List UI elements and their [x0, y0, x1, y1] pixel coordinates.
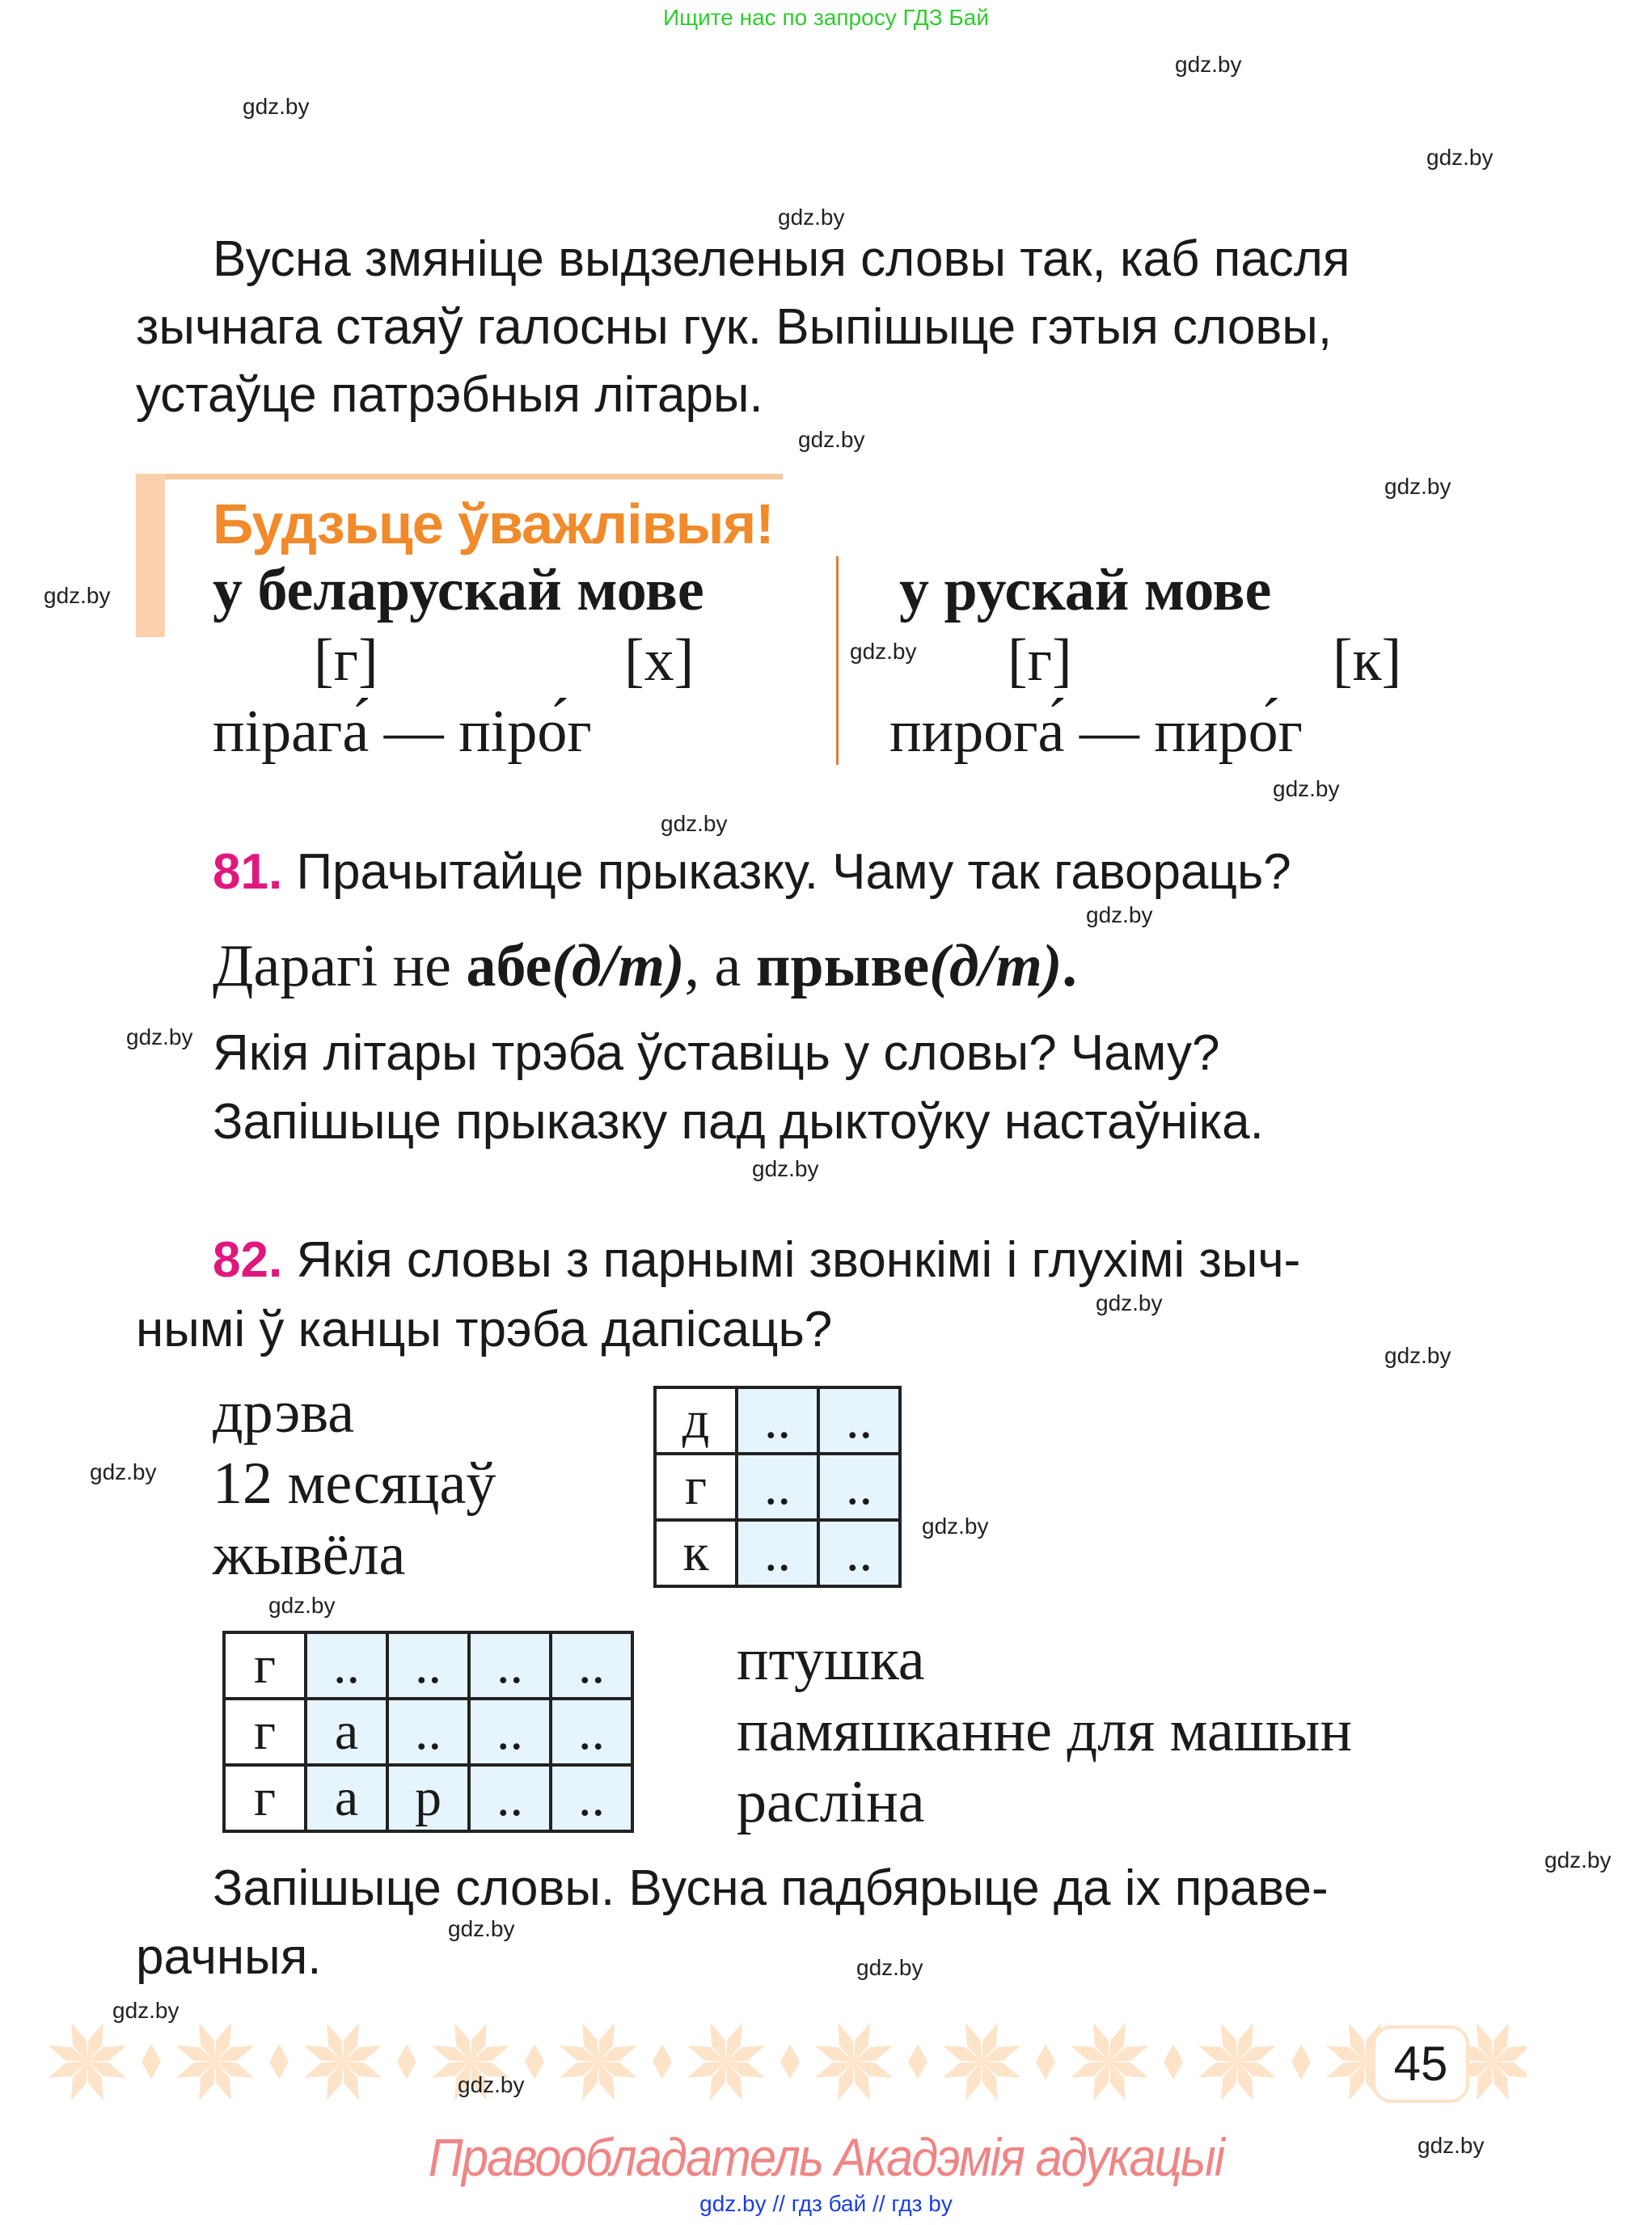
watermark: gdz.by: [90, 1459, 157, 1484]
proverb-word: прыве: [755, 933, 930, 999]
watermark: gdz.by: [112, 1998, 180, 2023]
ornament-star-icon: [302, 2020, 416, 2104]
watermark: gdz.by: [1418, 2133, 1485, 2158]
exercise-81-task: [213, 844, 1291, 900]
russian-sound-2: [к]: [1333, 627, 1402, 694]
ornament-star-icon: [1068, 2020, 1183, 2104]
belarusian-header: у беларускай мове: [213, 557, 704, 623]
grid-cell[interactable]: ..: [737, 1387, 818, 1454]
watermark: gdz.by: [1096, 1290, 1163, 1315]
watermark: gdz.by: [850, 639, 917, 664]
ornament-star-icon: [46, 2020, 161, 2104]
clue: птушка: [737, 1627, 925, 1693]
column-divider: [836, 556, 839, 765]
clue: 12 месяцаў: [213, 1450, 496, 1517]
ornament-star-icon: [813, 2020, 927, 2104]
watermark: gdz.by: [922, 1514, 989, 1539]
clue: дрэва: [213, 1379, 355, 1446]
proverb: [213, 933, 1077, 999]
ornament-star-icon: [1196, 2020, 1311, 2104]
watermark: gdz.by: [778, 205, 845, 230]
belarusian-sound-2: [х]: [624, 627, 695, 694]
task-text: Прачытайце прыказку. Чаму так гавораць?: [296, 844, 1291, 900]
ornament-star-icon: [940, 2020, 1055, 2104]
clue: памяшканне для машын: [737, 1698, 1353, 1764]
proverb-word: абе: [466, 933, 552, 999]
bottom-link[interactable]: gdz.by // гдз бай // гдз by: [699, 2191, 953, 2216]
watermark: gdz.by: [1426, 145, 1494, 170]
dash: —: [1079, 699, 1139, 765]
task-text: Якія словы з парнымі звонкімі і глухімі зыч-: [296, 1232, 1301, 1288]
attention-title: Будзьце ўважлівыя!: [213, 492, 774, 555]
grid-cell[interactable]: ..: [551, 1765, 632, 1831]
intro-line: зычнага стаяў галосны гук. Выпішыце гэтыя словы,: [136, 299, 1333, 355]
letter-grid-2: [222, 1631, 634, 1833]
intro-line: устаўце патрэбныя літары.: [136, 367, 763, 423]
exercise-number: 81.: [213, 844, 283, 900]
grid-cell: г: [224, 1699, 306, 1765]
grid-cell[interactable]: ..: [387, 1632, 469, 1699]
grid-cell[interactable]: ..: [551, 1632, 632, 1699]
dash: —: [383, 699, 444, 765]
watermark: gdz.by: [1544, 1847, 1612, 1872]
grid-cell: а: [306, 1765, 387, 1831]
clue: расліна: [737, 1769, 925, 1835]
watermark: gdz.by: [1384, 474, 1451, 499]
grid-cell[interactable]: ..: [737, 1520, 818, 1586]
watermark: gdz.by: [44, 583, 111, 608]
proverb-text: .: [1062, 933, 1077, 999]
copyright-notice: Правообладатель Акадэмія адукацыі: [428, 2127, 1224, 2187]
word: піро́г: [458, 699, 592, 765]
grid-cell[interactable]: ..: [469, 1632, 551, 1699]
grid-cell: д: [655, 1387, 737, 1454]
ornament-star-icon: [557, 2020, 672, 2104]
attention-box-top-rule: [136, 474, 783, 479]
exercise-81-line: Якія літары трэба ўставіць у словы? Чаму?: [213, 1025, 1220, 1081]
top-banner[interactable]: Ищите нас по запросу ГДЗ Бай: [662, 5, 990, 30]
grid-cell[interactable]: ..: [387, 1699, 469, 1765]
ornament-band: [15, 2017, 1527, 2106]
grid-cell: г: [224, 1765, 306, 1831]
exercise-81-line: Запішыце прыказку пад дыктоўку настаўніка.: [213, 1094, 1264, 1150]
final-instruction: Запішыце словы. Вусна падбярыце да іх праве-: [213, 1860, 1329, 1916]
word: пірага́: [213, 699, 370, 765]
watermark: gdz.by: [1175, 52, 1242, 77]
russian-sound-1: [г]: [1008, 627, 1072, 694]
grid-cell: г: [655, 1454, 737, 1520]
proverb-options: (д/т): [929, 933, 1063, 999]
watermark: gdz.by: [752, 1156, 819, 1181]
letter-grid-1: [653, 1386, 902, 1588]
final-instruction-cont: рачныя.: [136, 1929, 322, 1985]
grid-cell[interactable]: ..: [818, 1520, 900, 1586]
belarusian-example: [213, 699, 592, 765]
watermark: gdz.by: [856, 1955, 923, 1980]
word: пиро́г: [1154, 699, 1303, 765]
watermark: gdz.by: [1086, 902, 1153, 927]
watermark: gdz.by: [243, 94, 310, 119]
grid-cell: к: [655, 1520, 737, 1586]
grid-cell: а: [306, 1699, 387, 1765]
grid-cell[interactable]: ..: [737, 1454, 818, 1520]
proverb-text: , а: [684, 933, 756, 999]
exercise-82-task: [213, 1232, 1301, 1288]
watermark: gdz.by: [448, 1916, 515, 1941]
grid-cell[interactable]: ..: [551, 1699, 632, 1765]
watermark: gdz.by: [268, 1593, 336, 1618]
exercise-82-task-cont: нымі ў канцы трэба дапісаць?: [136, 1302, 833, 1357]
grid-cell[interactable]: ..: [469, 1765, 551, 1831]
page-number: 45: [1372, 2025, 1469, 2103]
watermark: gdz.by: [661, 811, 728, 836]
watermark: gdz.by: [1384, 1343, 1451, 1368]
russian-example: [889, 699, 1303, 765]
proverb-options: (д/т): [551, 933, 685, 999]
ornament-star-icon: [685, 2020, 800, 2104]
grid-cell: р: [387, 1765, 469, 1831]
intro-line: Вусна змяніце выдзеленыя словы так, каб пасля: [213, 231, 1350, 287]
grid-cell[interactable]: ..: [469, 1699, 551, 1765]
proverb-text: Дарагі не: [213, 933, 467, 999]
watermark: gdz.by: [126, 1024, 193, 1049]
grid-cell[interactable]: ..: [818, 1387, 900, 1454]
attention-box-left-bar: [136, 474, 165, 637]
clue: жывёла: [213, 1522, 406, 1588]
watermark: gdz.by: [798, 427, 865, 452]
belarusian-sound-1: [г]: [314, 627, 378, 694]
grid-cell: г: [224, 1632, 306, 1699]
russian-header: у рускай мове: [899, 557, 1272, 623]
grid-cell[interactable]: ..: [818, 1454, 900, 1520]
exercise-number: 82.: [213, 1232, 283, 1288]
ornament-star-icon: [174, 2020, 289, 2104]
word: пирога́: [889, 699, 1065, 765]
watermark: gdz.by: [1273, 776, 1340, 801]
watermark: gdz.by: [458, 2072, 525, 2097]
grid-cell[interactable]: ..: [306, 1632, 387, 1699]
